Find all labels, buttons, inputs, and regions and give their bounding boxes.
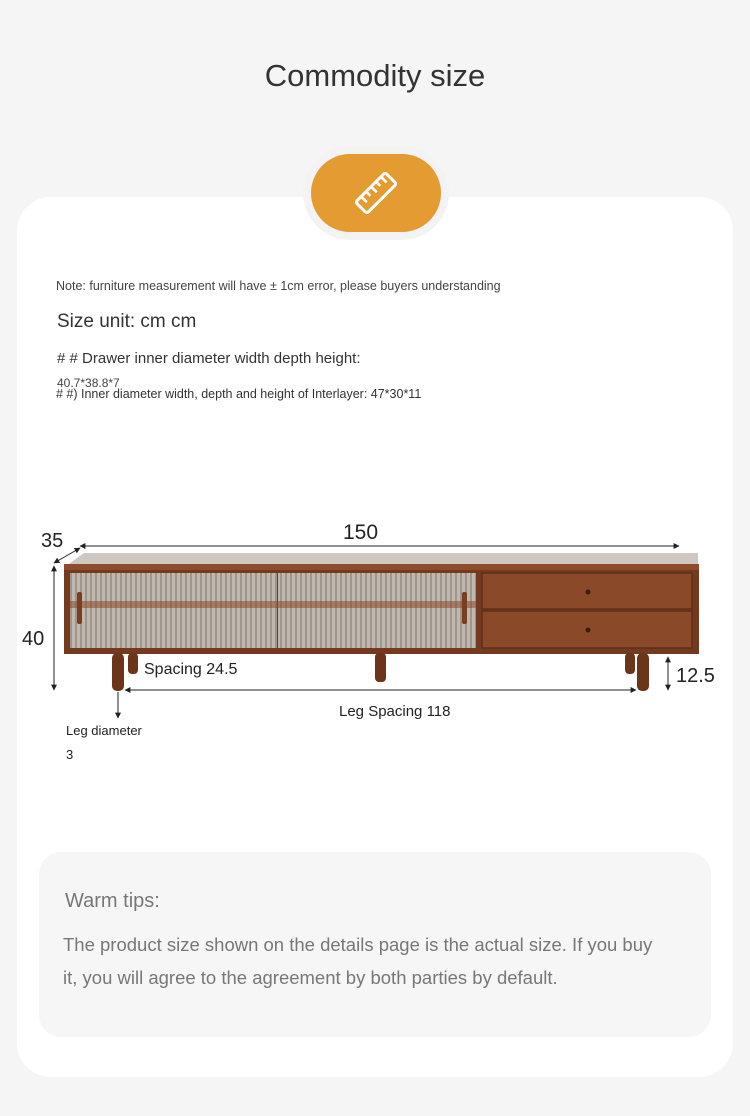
page-title: Commodity size	[264, 58, 486, 93]
leg-front-left	[112, 653, 124, 691]
leg-spacing-label: Leg Spacing 118	[339, 703, 451, 720]
leg-diameter-value: 3	[66, 747, 74, 762]
drawer-knob-top	[586, 590, 591, 595]
drawer-knob-bottom	[586, 628, 591, 633]
size-unit: Size unit: cm cm	[57, 311, 197, 332]
leg-back-left	[128, 653, 138, 674]
interlayer-spec: # #) Inner diameter width, depth and height of Interlayer: 47*30*11	[56, 387, 422, 401]
glass-door-left	[70, 573, 277, 648]
warm-tips-text: The product size shown on the details page is the actual size. If you buy it, you will agree to the agreement by both parties by default.	[63, 934, 653, 988]
leg-height-label: 12.5	[676, 665, 715, 687]
width-label: 150	[343, 521, 379, 544]
spacing-label: Spacing 24.5	[144, 661, 238, 678]
depth-label: 35	[41, 530, 64, 552]
door-rail	[70, 601, 476, 608]
leg-front-right	[637, 653, 649, 691]
door-handle-right	[462, 592, 467, 624]
warm-tips-box	[39, 852, 711, 1037]
door-handle-left	[77, 592, 82, 624]
drawer-spec: # # Drawer inner diameter width depth height:	[57, 350, 361, 367]
warm-tips-title: Warm tips:	[65, 890, 160, 912]
leg-back-right	[625, 653, 635, 674]
measurement-note: Note: furniture measurement will have ± 1cm error, please buyers understanding	[56, 279, 501, 293]
leg-middle	[375, 653, 386, 682]
drawer-spec-value: 40.7*38.8*7	[57, 376, 120, 390]
glass-door-right	[278, 573, 476, 648]
height-label: 40	[22, 628, 45, 650]
leg-diameter-label: Leg diameter	[66, 723, 142, 738]
